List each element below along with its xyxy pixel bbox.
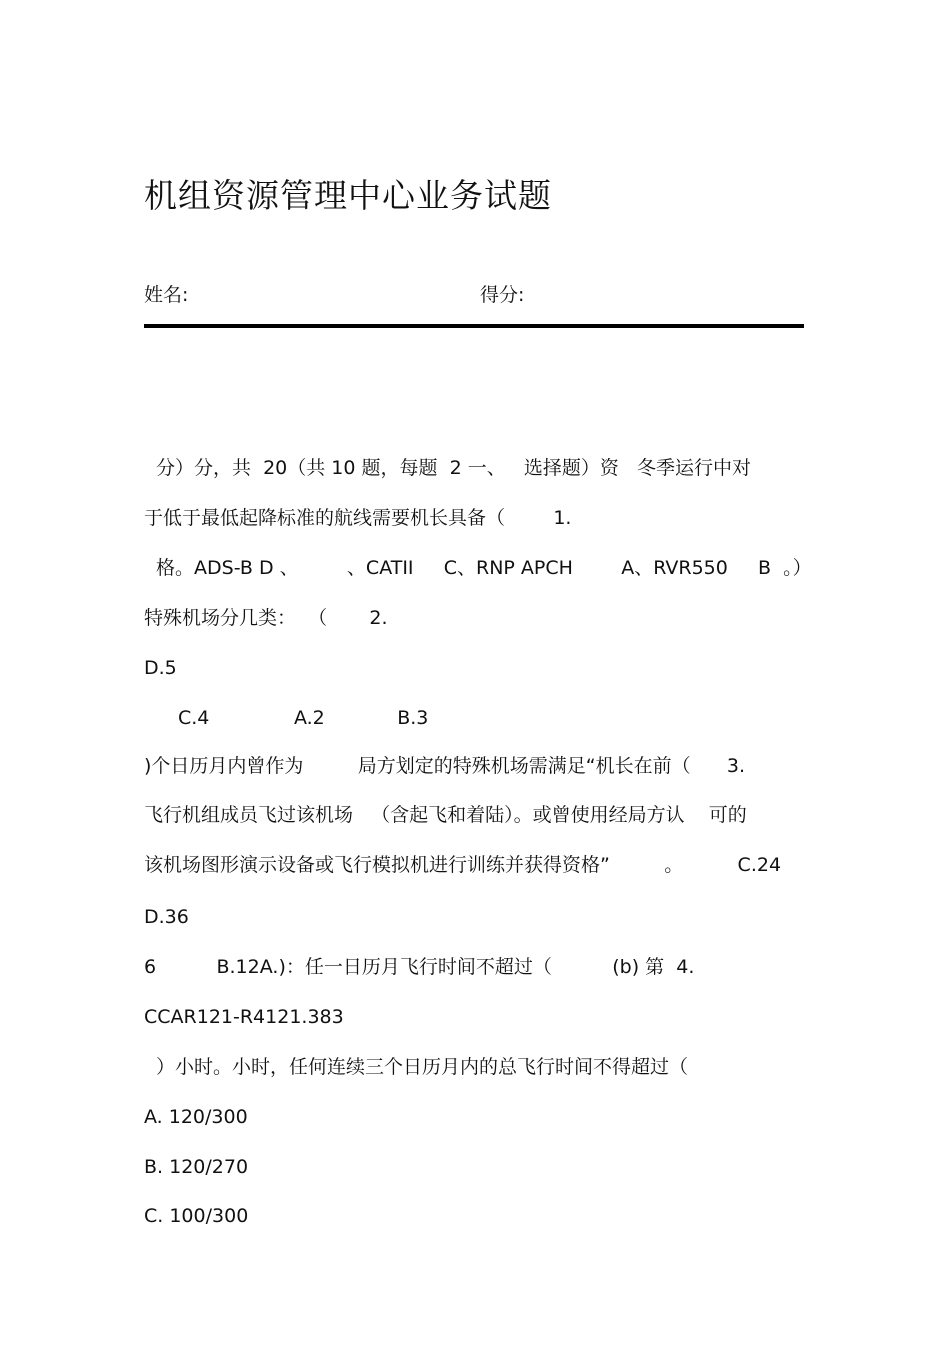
header-divider xyxy=(144,324,804,328)
question-line: CCAR121-R4121.383 xyxy=(144,1006,344,1028)
question-line: D.5 xyxy=(144,657,177,679)
question-line: 格。ADS-B D 、 、CATII C、RNP APCH A、RVR550 B 。） xyxy=(156,557,812,579)
answer-option: A. 120/300 xyxy=(144,1106,248,1128)
page-title: 机组资源管理中心业务试题 xyxy=(144,176,552,215)
question-line: 特殊机场分几类： （ 2. xyxy=(144,607,388,629)
question-line: 于低于最低起降标准的航线需要机长具备（ 1. xyxy=(144,507,572,529)
question-line: C.4 A.2 B.3 xyxy=(178,707,429,729)
question-line: 该机场图形演示设备或飞行模拟机进行训练并获得资格” 。 C.24 xyxy=(144,854,782,876)
question-line: 分）分，共 20（共 10 题，每题 2 一、 选择题）资 冬季运行中对 xyxy=(156,457,751,479)
score-label: 得分: xyxy=(480,284,525,306)
question-line: )个日历月内曾作为 局方划定的特殊机场需满足“机长在前（ 3. xyxy=(144,755,745,777)
answer-option: C. 100/300 xyxy=(144,1205,249,1227)
question-line: D.36 xyxy=(144,906,189,928)
question-line: 6 B.12A.)：任一日历月飞行时间不超过（ (b) 第 4. xyxy=(144,956,695,978)
answer-option: B. 120/270 xyxy=(144,1156,249,1178)
question-line: ）小时。小时，任何连续三个日历月内的总飞行时间不得超过（ xyxy=(156,1056,689,1078)
question-line: 飞行机组成员飞过该机场 （含起飞和着陆）。或曾使用经局方认 可的 xyxy=(144,804,747,826)
name-label: 姓名: xyxy=(144,284,189,306)
